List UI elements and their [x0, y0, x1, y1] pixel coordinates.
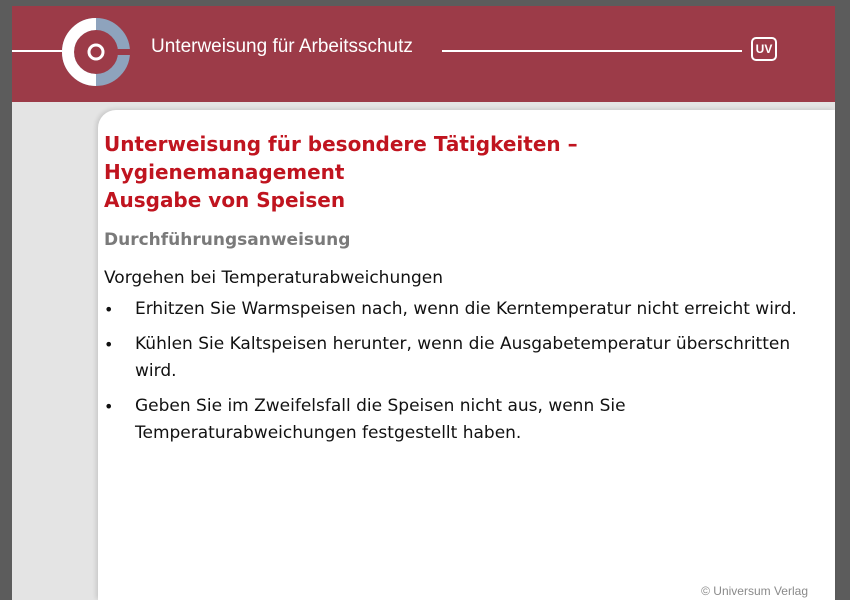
bullet-item — [104, 331, 804, 385]
bullet-icon: • — [104, 300, 114, 319]
section-heading: Vorgehen bei Temperaturabweichungen — [104, 268, 444, 288]
uv-logo-icon: UV — [751, 37, 777, 61]
bullet-icon: • — [104, 335, 114, 354]
ring-logo-icon — [58, 14, 134, 90]
header-divider-right — [442, 50, 742, 52]
slide-title-line2: Ausgabe von Speisen — [104, 188, 346, 212]
bullet-text: Geben Sie im Zweifelsfall die Speisen nicht aus, wenn Sie Temperaturabweichungen festgestellt haben. — [135, 396, 626, 443]
slide-content — [104, 130, 804, 455]
bullet-item — [104, 393, 804, 447]
slide-subtitle: Durchführungsanweisung — [104, 230, 351, 250]
header-title: Unterweisung für Arbeitsschutz — [151, 36, 413, 57]
header-divider-left — [12, 50, 64, 52]
slide-title-line1: Unterweisung für besondere Tätigkeiten – Hygienemanagement — [104, 132, 578, 184]
copyright-notice: © Universum Verlag — [701, 584, 808, 598]
bullet-item — [104, 296, 804, 323]
bullet-icon: • — [104, 397, 114, 416]
bullet-list — [104, 296, 804, 447]
slide-header — [12, 6, 835, 102]
bullet-text: Kühlen Sie Kaltspeisen herunter, wenn die Ausgabetemperatur überschritten wird. — [135, 334, 791, 381]
bullet-text: Erhitzen Sie Warmspeisen nach, wenn die Kerntemperatur nicht erreicht wird. — [135, 299, 797, 319]
slide-title — [104, 130, 804, 214]
